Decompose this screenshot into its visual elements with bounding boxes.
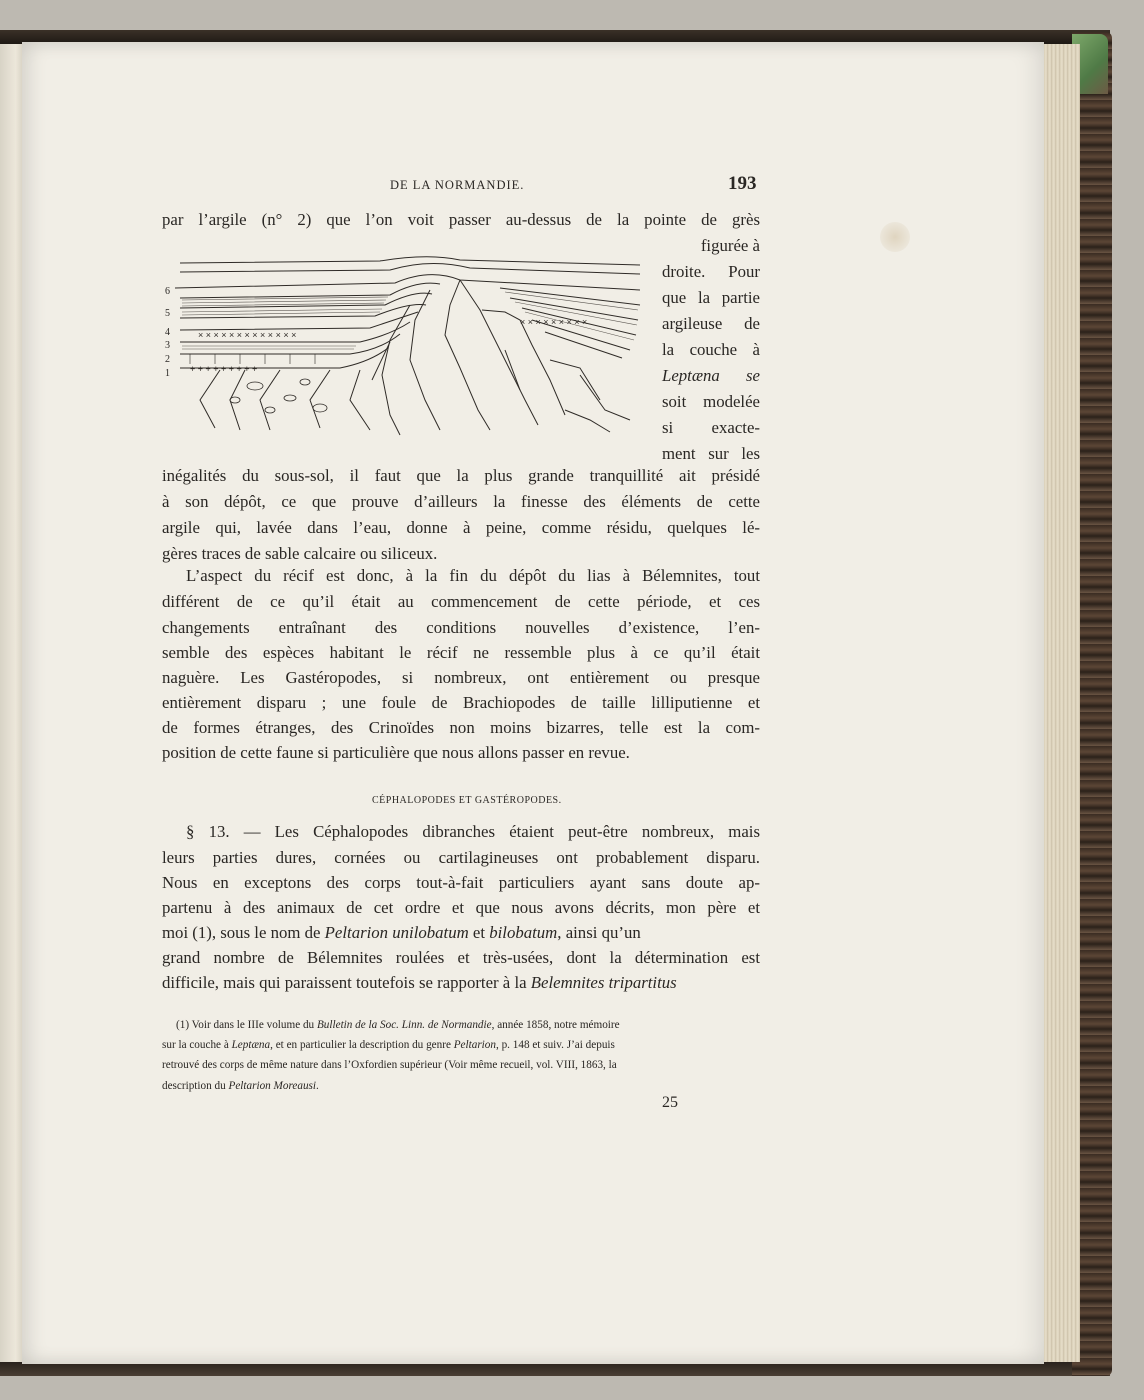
text-run: . — [316, 1080, 319, 1092]
text-run: , p. 148 et suiv. J’ai depuis — [495, 1039, 615, 1051]
layer-label: 2 — [165, 354, 170, 365]
text-line: argile qui, lavée dans l’eau, donne à peine, comme résidu, quelques lé- — [162, 518, 760, 537]
text-line: Leptæna se — [662, 366, 760, 385]
layer-label: 4 — [165, 327, 170, 338]
text-line: partenu à des animaux de cet ordre et que nous avons décrits, mon père et — [162, 898, 760, 917]
text-line: naguère. Les Gastéropodes, si nombreux, ont entièrement ou presque — [162, 668, 760, 687]
text-line: droite. Pour — [662, 262, 760, 281]
layer-label: 3 — [165, 340, 170, 351]
text-line: inégalités du sous-sol, il faut que la plus grande tranquillité ait présidé — [162, 466, 760, 485]
text-line: L’aspect du récif est donc, à la fin du dépôt du lias à Bélemnites, tout — [186, 566, 760, 585]
svg-text:× × × × × × × × × × × × ×: × × × × × × × × × × × × × — [198, 330, 297, 340]
footnote-line — [176, 1019, 620, 1031]
layer-label: 1 — [165, 368, 170, 379]
page-number: 193 — [728, 173, 757, 194]
taxon-name: Leptæna — [231, 1039, 271, 1051]
layer-label: 5 — [165, 308, 170, 319]
text-run: et — [468, 923, 490, 942]
text-line: changements entraînant des conditions nouvelles d’existence, l’en- — [162, 618, 760, 637]
running-title: DE LA NORMANDIE. — [390, 178, 525, 192]
footnote-line: retrouvé des corps de même nature dans l’Oxfordien supérieur (Voir même recueil, vol. VIII, 1863, la — [162, 1059, 617, 1071]
layer-label: 6 — [165, 286, 170, 297]
text-line: si exacte- — [662, 418, 760, 437]
text-run: difficile, mais qui paraissent toutefois se rapporter à la — [162, 973, 531, 992]
text-line: argileuse de — [662, 314, 760, 333]
section-heading: CÉPHALOPODES ET GASTÉROPODES. — [372, 795, 562, 806]
text-line: que la partie — [662, 288, 760, 307]
taxon-name: Peltarion unilobatum — [324, 923, 469, 942]
text-line: figurée à — [700, 236, 760, 255]
text-line: grand nombre de Bélemnites roulées et très-usées, dont la détermination est — [162, 948, 760, 967]
text-line: § 13. — Les Céphalopodes dibranches étaient peut-être nombreux, mais — [186, 822, 760, 841]
text-run: , et en particulier la description du genre — [270, 1039, 454, 1051]
text-line: gères traces de sable calcaire ou siliceux. — [162, 544, 438, 563]
text-run: sur la couche à — [162, 1039, 232, 1051]
text-line: soit modelée — [662, 392, 760, 411]
taxon-name: Peltarion — [453, 1039, 496, 1051]
journal-title: Bulletin de la Soc. Linn. de Normandie — [316, 1019, 492, 1031]
footnote-line — [162, 1039, 615, 1051]
page-stack-edge — [1040, 44, 1080, 1362]
text-line — [162, 923, 641, 943]
text-line — [162, 973, 677, 993]
signature-mark: 25 — [662, 1094, 678, 1111]
taxon-name: Belemnites tripartitus — [530, 973, 677, 992]
text-run: moi (1), sous le nom de — [162, 923, 325, 942]
geological-cross-section-figure — [160, 250, 655, 440]
text-run: description du — [162, 1080, 229, 1092]
text-line: semble des espèces habitant le récif ne ressemble plus à ce qu’il était — [162, 643, 760, 662]
taxon-name: Peltarion Moreausi — [228, 1080, 317, 1092]
text-line: la couche à — [662, 340, 760, 359]
text-line: entièrement disparu ; une foule de Brachiopodes de taille lilliputienne et — [162, 693, 760, 712]
text-line: de formes étranges, des Crinoïdes non moins bizarres, telle est la com- — [162, 718, 760, 737]
taxon-name: bilobatum — [489, 923, 558, 942]
text-line: leurs parties dures, cornées ou cartilagineuses ont probablement disparu. — [162, 848, 760, 867]
svg-text:× × × × × × × × ×: × × × × × × × × × — [520, 317, 588, 327]
paper-stain — [880, 222, 910, 252]
footnote-line — [162, 1080, 319, 1092]
svg-text:+ + + + + + + + +: + + + + + + + + + — [190, 364, 258, 374]
text-line: à son dépôt, ce que prouve d’ailleurs la finesse des éléments de cette — [162, 492, 760, 511]
text-line: position de cette faune si particulière que nous allons passer en revue. — [162, 743, 630, 762]
text-line: différent de ce qu’il était au commencement de cette période, et ces — [162, 592, 760, 611]
text-run: , année 1858, notre mémoire — [491, 1019, 620, 1031]
text-run: (1) Voir dans le IIIe volume du — [176, 1019, 317, 1031]
text-line: par l’argile (n° 2) que l’on voit passer au-dessus de la pointe de grès — [162, 210, 760, 229]
text-run: , ainsi qu’un — [557, 923, 641, 942]
text-line: ment sur les — [662, 444, 760, 463]
book-cover-bottom — [0, 1362, 1110, 1376]
text-line: Nous en exceptons des corps tout-à-fait particuliers ayant sans doute ap- — [162, 873, 760, 892]
